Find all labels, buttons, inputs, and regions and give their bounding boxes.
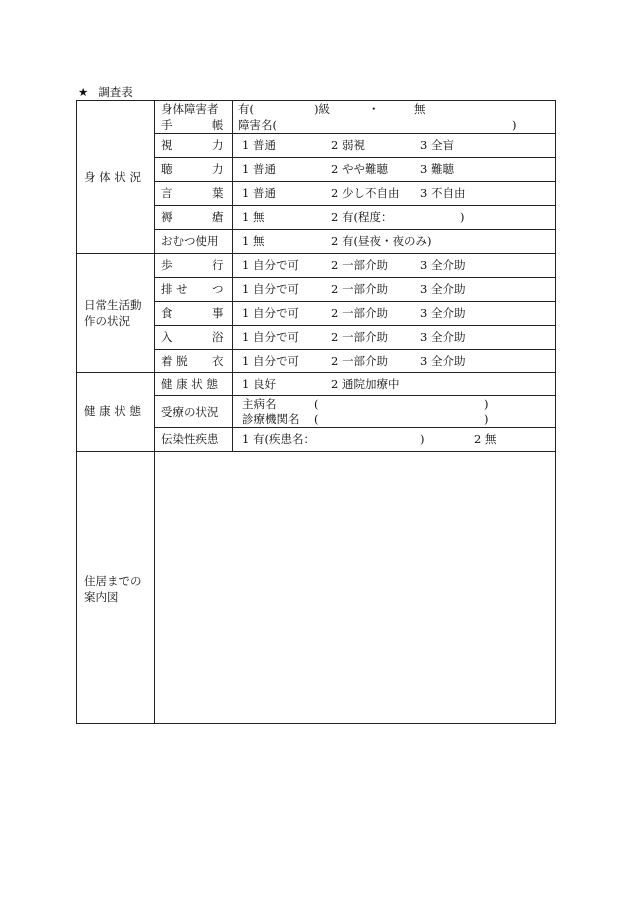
option-2: 2 弱視 — [331, 138, 365, 152]
row-line — [154, 205, 556, 206]
techo-label-1: 身体障害者 — [161, 102, 219, 116]
row-label-a: 褥 — [161, 210, 173, 224]
row-label-b: 瘡 — [212, 210, 224, 224]
section-label-body: 身 体 状 況 — [84, 170, 141, 184]
row-label-a: 視 — [161, 138, 173, 152]
option-2: 2 有(昼夜・夜のみ) — [331, 234, 432, 248]
option-2: 2 一部介助 — [331, 282, 388, 296]
option-3: 3 全介助 — [420, 306, 466, 320]
option-3: 3 難聴 — [420, 162, 454, 176]
row-label-b: 衣 — [212, 354, 224, 368]
option-1: 1 普通 — [242, 186, 276, 200]
health-state-label: 健 康 状 態 — [161, 377, 218, 391]
option-3: 3 全盲 — [420, 138, 454, 152]
page-title — [78, 84, 133, 100]
section-sep-1 — [76, 253, 556, 254]
main-disease-open: ( — [314, 397, 319, 411]
infection-option-2: 2 無 — [474, 432, 497, 446]
row-line — [154, 301, 556, 302]
row-label-a: 入 — [161, 330, 173, 344]
hospital-close: ) — [484, 412, 489, 426]
health-state-option-2: 2 通院加療中 — [331, 377, 400, 391]
option-1: 1 無 — [242, 210, 265, 224]
row-label-b: 力 — [212, 138, 224, 152]
row-line — [154, 229, 556, 230]
techo-kyu: )級 — [314, 102, 330, 116]
row-line — [154, 133, 556, 134]
hospital-label: 診療機関名 — [242, 412, 300, 426]
health-state-option-1: 1 良好 — [242, 377, 276, 391]
option-2: 2 有(程度： — [331, 210, 393, 224]
option-3: 3 全介助 — [420, 354, 466, 368]
section-label-map-2: 案内図 — [84, 590, 119, 604]
row-label-a: 着 脱 — [161, 354, 188, 368]
row-label-b: 浴 — [212, 330, 224, 344]
infection-label: 伝染性疾患 — [161, 432, 219, 446]
option-1: 1 無 — [242, 234, 265, 248]
row-line — [154, 157, 556, 158]
option-2: 2 一部介助 — [331, 330, 388, 344]
row-line — [154, 395, 556, 396]
option-3: 3 全介助 — [420, 282, 466, 296]
map-drawing-area[interactable] — [155, 452, 555, 723]
section-label-adl-2: 作の状況 — [84, 314, 130, 328]
option-1: 1 自分で可 — [242, 306, 299, 320]
star-icon: ★ — [78, 85, 89, 99]
option-1: 1 自分で可 — [242, 258, 299, 272]
option-2: 2 一部介助 — [331, 354, 388, 368]
row-label-b: 行 — [212, 258, 224, 272]
row-label-a: 排 せ — [161, 282, 188, 296]
option-3: 3 不自由 — [420, 186, 466, 200]
section-label-health: 健 康 状 態 — [84, 404, 141, 418]
title-text: 調査表 — [98, 85, 133, 99]
row-line — [154, 427, 556, 428]
table-border-right — [555, 100, 556, 724]
row-label-b: 力 — [212, 162, 224, 176]
option-2: 2 一部介助 — [331, 258, 388, 272]
main-disease-label: 主病名 — [242, 397, 277, 411]
option-1: 1 普通 — [242, 138, 276, 152]
row-line — [154, 325, 556, 326]
option-1: 1 自分で可 — [242, 354, 299, 368]
row-label-b: 葉 — [212, 186, 224, 200]
row-line — [154, 349, 556, 350]
table-border-bottom — [76, 723, 556, 724]
row-label-b: つ — [212, 282, 224, 296]
option-2: 2 やや難聴 — [331, 162, 388, 176]
table-border-left — [76, 100, 77, 724]
row-label-a: 言 — [161, 186, 173, 200]
section-label-adl-1: 日常生活動 — [84, 298, 142, 312]
section-label-map-1: 住居までの — [84, 574, 142, 588]
row-label-b: 事 — [212, 306, 224, 320]
option-2: 2 少し不自由 — [331, 186, 400, 200]
option-3: ) — [460, 210, 465, 224]
hospital-open: ( — [314, 412, 319, 426]
techo-name-close: ) — [512, 118, 517, 132]
row-label-a: 食 — [161, 306, 173, 320]
option-1: 1 普通 — [242, 162, 276, 176]
option-3: 3 全介助 — [420, 258, 466, 272]
techo-none: 無 — [414, 102, 426, 116]
table-border-top — [76, 100, 556, 101]
techo-label-2a: 手 — [161, 118, 173, 132]
techo-dot: ・ — [368, 102, 380, 116]
col-divider-2 — [232, 100, 233, 451]
row-line — [154, 277, 556, 278]
techo-label-2b: 帳 — [212, 118, 224, 132]
row-label-a: 聴 — [161, 162, 173, 176]
section-sep-2 — [76, 372, 556, 373]
option-2: 2 一部介助 — [331, 306, 388, 320]
option-1: 1 自分で可 — [242, 330, 299, 344]
option-3: 3 全介助 — [420, 330, 466, 344]
row-label-a: おむつ使用 — [161, 234, 219, 248]
techo-name-open: 障害名( — [238, 118, 277, 132]
row-line — [154, 181, 556, 182]
techo-has: 有( — [238, 102, 254, 116]
option-1: 1 自分で可 — [242, 282, 299, 296]
infection-close: ) — [420, 432, 425, 446]
infection-option-1: 1 有(疾患名： — [242, 432, 315, 446]
main-disease-close: ) — [484, 397, 489, 411]
treatment-label: 受療の状況 — [161, 405, 219, 419]
row-label-a: 歩 — [161, 258, 173, 272]
